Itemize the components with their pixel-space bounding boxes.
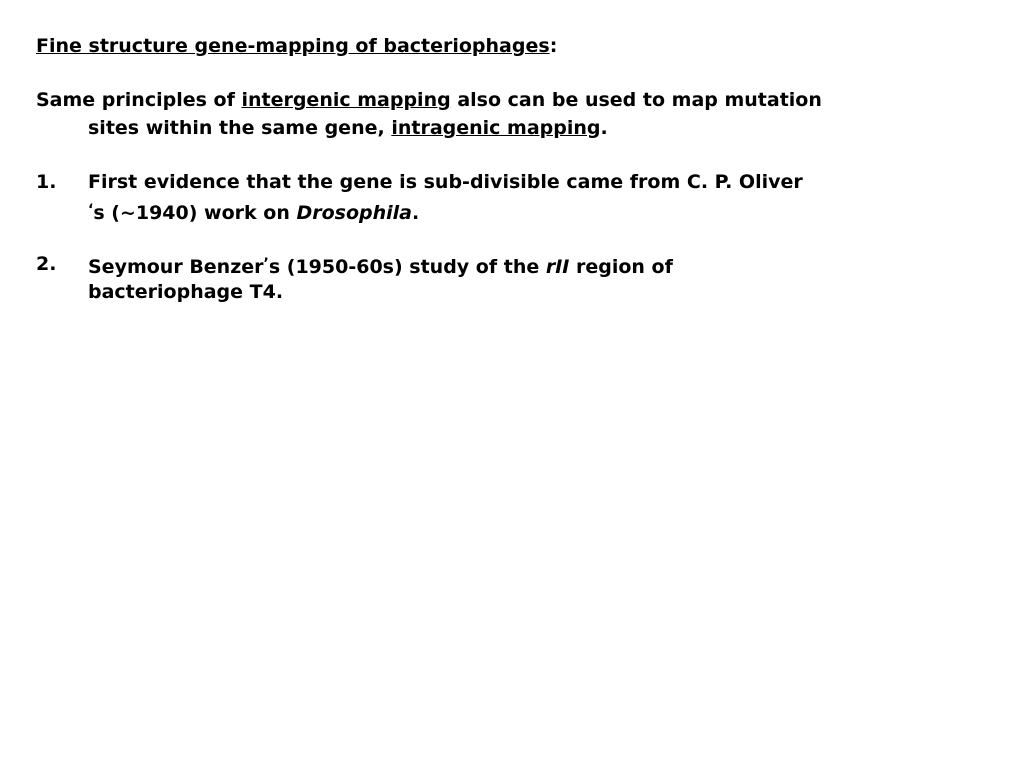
list-item-1-line-1: First evidence that the gene is sub-divisible came from C. P. Oliver [88, 171, 803, 193]
intro-text: Same principles of [36, 89, 242, 111]
intergenic-mapping-term: intergenic mapping [241, 89, 451, 111]
intragenic-mapping-term: intragenic mapping [391, 117, 601, 139]
intro-text: also can be used to map mutation [450, 89, 822, 111]
intro-line-2 [88, 114, 608, 142]
list-item-2-line-1 [88, 250, 673, 281]
heading-colon: : [549, 35, 558, 57]
intro-text: sites within the same gene, [88, 117, 392, 139]
intro-text: . [600, 117, 608, 139]
intro-line-1 [36, 86, 822, 114]
list-item-2-line-2: bacteriophage T4. [88, 281, 284, 303]
apostrophe-mark: ’ [263, 256, 269, 272]
drosophila-italic: Drosophila [296, 202, 412, 224]
list-item-1-line-2 [88, 196, 419, 227]
list-item-text: s (~1940) work on [93, 202, 297, 224]
apostrophe-mark: ‘ [88, 202, 94, 218]
list-item-text: Seymour Benzer [88, 256, 264, 278]
list-item-text: . [412, 202, 420, 224]
list-item-number: 1. [36, 171, 57, 193]
list-item-text: s (1950-60s) study of the [268, 256, 546, 278]
heading-title: Fine structure gene-mapping of bacteriophages [36, 35, 550, 57]
list-item-number: 2. [36, 253, 57, 275]
list-item-text: region of [569, 256, 673, 278]
slide-heading [36, 32, 557, 60]
rii-italic: rII [545, 256, 570, 278]
